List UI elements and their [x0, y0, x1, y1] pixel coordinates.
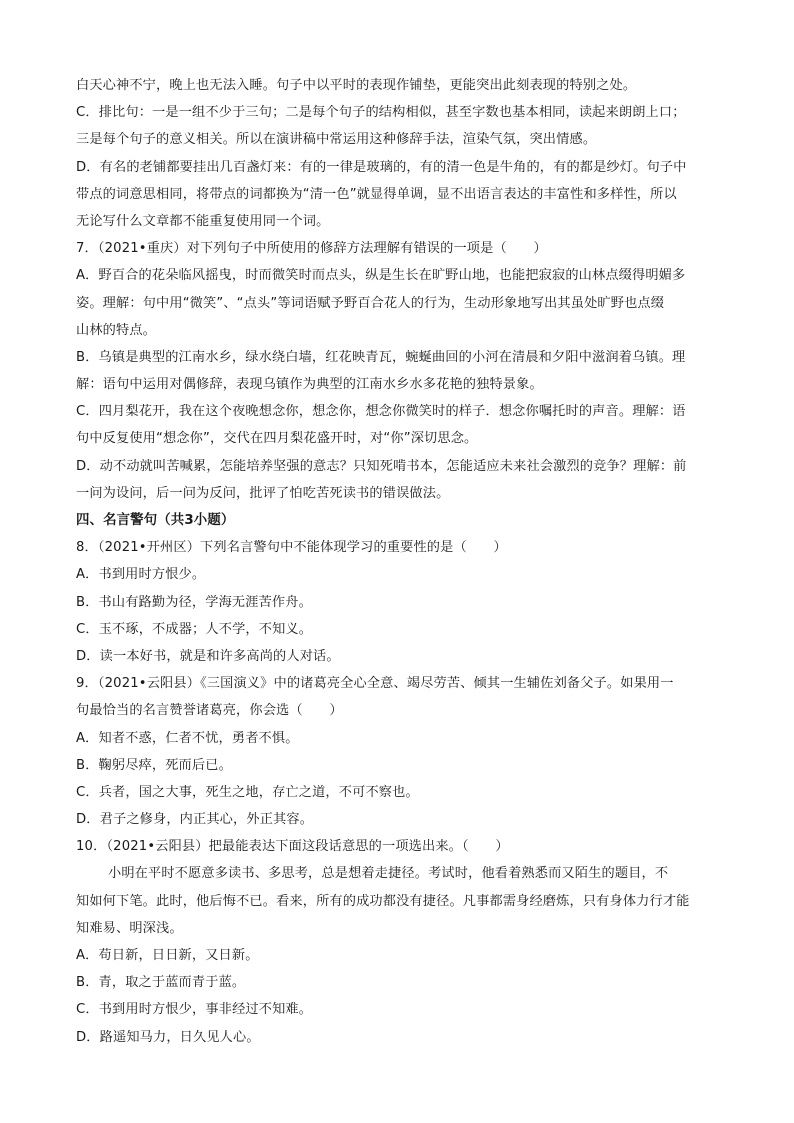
- text-line: 山林的特点。: [76, 322, 157, 338]
- passage-line: 知如何下笔。此时，他后悔不已。看来，所有的成功都没有捷径。凡事都需身经磨炼，只有身体力行才能: [76, 893, 690, 909]
- option-d-line: D．读一本好书，就是和许多高尚的人对话。: [76, 648, 340, 664]
- option-d-line: D．动不动就叫苦喊累，怎能培养坚强的意志？只知死啃书本，怎能适应未来社会激烈的竞争？理解：前: [76, 458, 687, 474]
- text-line: 解：语句中运用对偶修辞，表现乌镇作为典型的江南水乡水多花艳的独特景象。: [76, 377, 543, 393]
- text-line: 三是每个句子的意义相关。所以在演讲稿中常运用这种修辞手法，渲染气氛，突出情感。: [76, 132, 597, 148]
- option-c-line: C．玉不琢，不成器；人不学，不知义。: [76, 621, 313, 637]
- option-a-line: A．知者不惑，仁者不忧，勇者不惧。: [76, 730, 299, 746]
- option-a-line: A．苟日新，日日新，又日新。: [76, 948, 259, 963]
- text-line: 带点的词意思相同，将带点的词都换为“清一色”就显得单调，显不出语言表达的丰富性和多样性，所以: [76, 186, 677, 202]
- text-line: 无论写什么文章都不能重复使用同一个词。: [76, 213, 330, 229]
- passage-line: 知难易、明深浅。: [76, 920, 183, 936]
- option-c-line: C．排比句：一是一组不少于三句；二是每个句子的结构相似，甚至字数也基本相同，读起来朗朗上口；: [76, 105, 686, 121]
- text-line: 句最恰当的名言赞誉诸葛亮，你会选（ ）: [76, 703, 343, 719]
- option-b-line: B．鞠躬尽瘁，死而后已。: [76, 757, 232, 773]
- question-7-stem: 7．（2021•重庆）对下列句子中所使用的修辞方法理解有错误的一项是（ ）: [76, 241, 547, 257]
- option-d-line: D．路遥知马力，日久见人心。: [76, 1029, 260, 1045]
- option-b-line: B．书山有路勤为径，学海无涯苦作舟。: [76, 594, 312, 610]
- passage-line: 小明在平时不愿意多读书、多思考，总是想着走捷径。考试时，他看着熟悉而又陌生的题目，不: [108, 866, 669, 882]
- question-9-stem: 9．（2021•云阳县）《三国演义》中的诸葛亮全心全意、竭尽劳苦、倾其一生辅佐刘备父子。如果用一: [76, 676, 674, 692]
- text-line: 白天心神不宁，晚上也无法入睡。句子中以平时的表现作铺垫，更能突出此刻表现的特别之处。: [76, 78, 637, 93]
- option-b-line: B．青，取之于蓝而青于蓝。: [76, 975, 246, 991]
- text-line: 句中反复使用“想念你”，交代在四月梨花盛开时，对“你”深切思念。: [76, 431, 478, 447]
- option-b-line: B．乌镇是典型的江南水乡，绿水绕白墙，红花映青瓦，蜿蜒曲回的小河在清晨和夕阳中滋润着乌镇。理: [76, 349, 686, 365]
- option-d-line: D．有名的老铺都要挂出几百盏灯来：有的一律是玻璃的，有的清一色是牛角的，有的都是纱灯。句子中: [76, 159, 687, 175]
- option-a-line: A．书到用时方恨少。: [76, 567, 206, 583]
- text-line: 姿。理解：句中用“微笑”、“点头”等词语赋予野百合花人的行为，生动形象地写出其虽处旷野也点缀: [76, 295, 665, 311]
- option-c-line: C．兵者，国之大事，死生之地，存亡之道，不可不察也。: [76, 784, 419, 800]
- option-a-line: A．野百合的花朵临风摇曳，时而微笑时而点头，纵是生长在旷野山地，也能把寂寂的山林点缀得明媚多: [76, 268, 686, 284]
- option-c-line: C．四月梨花开，我在这个夜晚想念你，想念你，想念你微笑时的样子．想念你嘱托时的声音。理解：语: [76, 404, 686, 420]
- document-page: [76, 72, 724, 1051]
- option-d-line: D．君子之修身，内正其心，外正其容。: [76, 812, 314, 828]
- text-line: 一问为设问，后一问为反问，批评了怕吃苦死读书的错误做法。: [76, 485, 450, 501]
- question-10-stem: 10．（2021•云阳县）把最能表达下面这段话意思的一项选出来。（ ）: [76, 839, 509, 855]
- section-title: 四、名言警句（共3小题）: [76, 513, 235, 528]
- option-c-line: C．书到用时方恨少，事非经过不知难。: [76, 1002, 313, 1018]
- question-8-stem: 8．（2021•开州区）下列名言警句中不能体现学习的重要性的是（ ）: [76, 540, 507, 556]
